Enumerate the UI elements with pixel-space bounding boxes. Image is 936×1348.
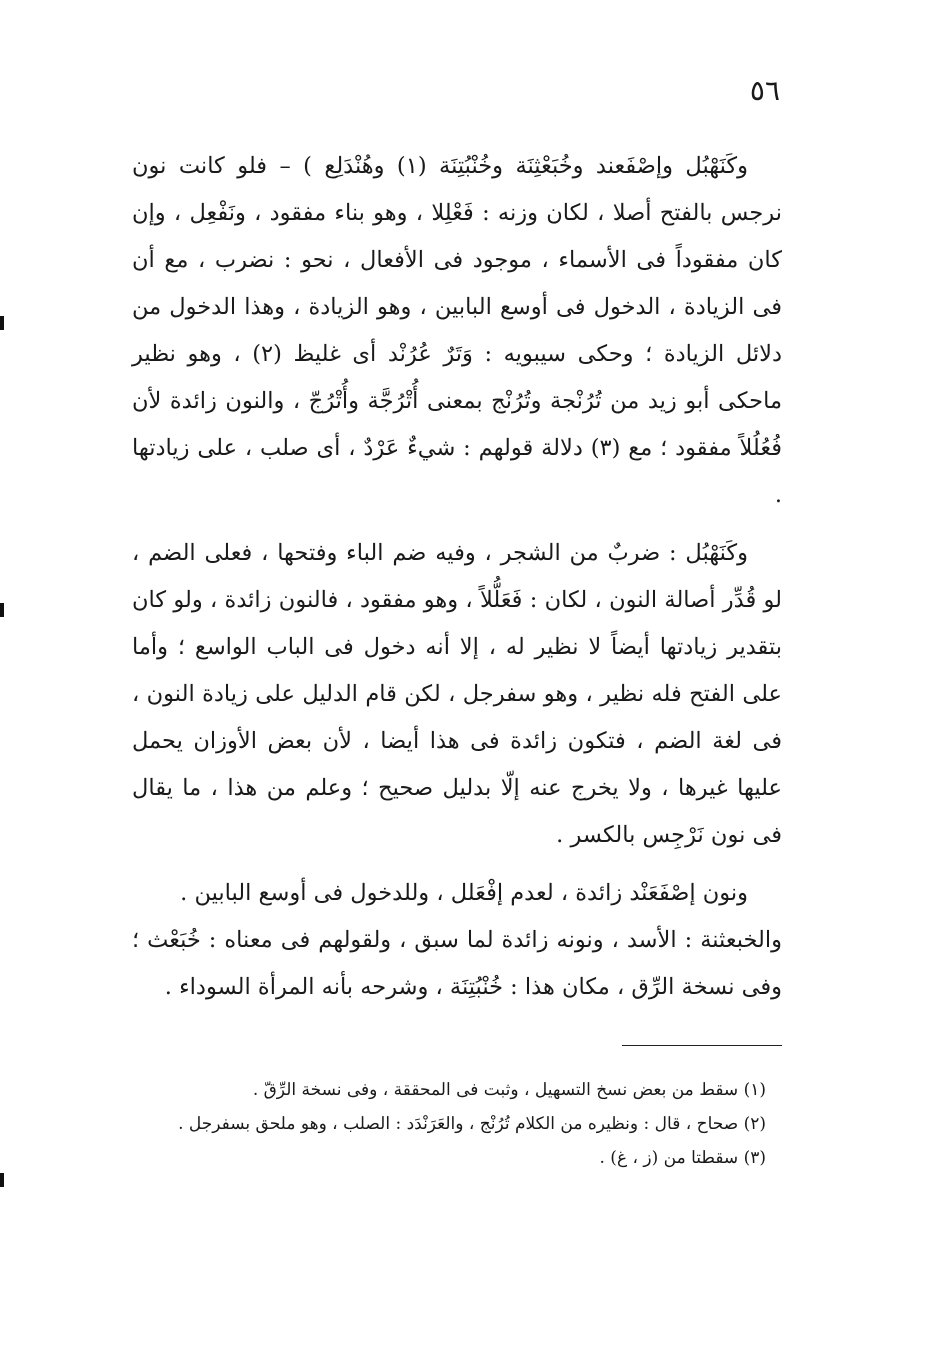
footnote-2: (٢) صحاح ، قال : ونظيره من الكلام تُرُنْج ، والعَرَنْدَد : الصلب ، وهو ملحق بسفرجل . (178, 1114, 766, 1134)
paragraph-2: وكَنَهْبُل : ضربٌ من الشجر ، وفيه ضم الباء وفتحها ، فعلى الضم ، لو قُدِّر أصالة النون ، لكان : فَعَلُّلاً ، وهو مفقود ، فالنون زائدة ، ولو كان بتقدير زيادتها أيضاً لا نظير له ، إلا أنه دخول فى الباب الواسع ؛ وأما على الفتح فله نظير ، وهو سفرجل ، لكن قام الدليل على زيادة النون ، فى لغة الضم ، فتكون زائدة فى هذا أيضا ، لأن بعض الأوزان يحمل عليها غيرها ، ولا يخرج عنه إلّا بدليل صحيح ؛ وعلم من هذا ، ما يقال فى نون نَرْجِس بالكسر . (132, 540, 782, 848)
footnote-1: (١) سقط من بعض نسخ التسهيل ، وثبت فى المحققة ، وفى نسخة الرِّقّ . (252, 1080, 766, 1100)
page-number: ٥٦ (749, 74, 780, 107)
paragraph-3: ونون إصْفَعَنْد زائدة ، لعدم إفْعَلل ، وللدخول فى أوسع البابين . (180, 880, 748, 906)
scan-edge-mark (0, 316, 4, 330)
footnote-separator (622, 1045, 782, 1046)
footnotes (132, 1073, 782, 1175)
paragraph-4: والخبعثنة : الأسد ، ونونه زائدة لما سبق ، ولقولهم فى معناه : خُبَعْث ؛ وفى نسخة الرِّق ، مكان هذا : خُنْبُتِنَة ، وشرحه بأنه المرأة السوداء . (132, 927, 782, 1000)
footnote-3: (٣) سقطتا من (ز ، غ) . (599, 1148, 766, 1168)
paragraph-1: وكَنَهْبُل وإصْفَعند وخُبَعْثِنَة وخُنْبُتِنَة (١) وهُنْدَلِع ) – فلو كانت نون نرجس بالفتح أصلا ، لكان وزنه : فَعْلِلا ، وهو بناء مفقود ، ونَفْعِل ، وإن كان مفقوداً فى الأسماء ، موجود فى الأفعال ، نحو : نضرب ، مع أن فى الزيادة ، الدخول فى أوسع البابين ، وهو الزيادة ، وهذا الدخول من دلائل الزيادة ؛ وحكى سيبويه : وَتَرٌ عُرُنْد أى غليظ (٢) ، وهو نظير ماحكى أبو زيد من تُرُنْجة وتُرُنْج بمعنى أُتْرُجَّة وأُتْرُجّ ، والنون زائدة لأن فُعُلُلاً مفقود ؛ مع (٣) دلالة قولهم : شيءٌ عَرْدٌ ، أى صلب ، على زيادتها . (132, 153, 782, 508)
scan-edge-mark (0, 1173, 4, 1187)
main-text (132, 143, 782, 1011)
scan-edge-mark (0, 603, 4, 617)
